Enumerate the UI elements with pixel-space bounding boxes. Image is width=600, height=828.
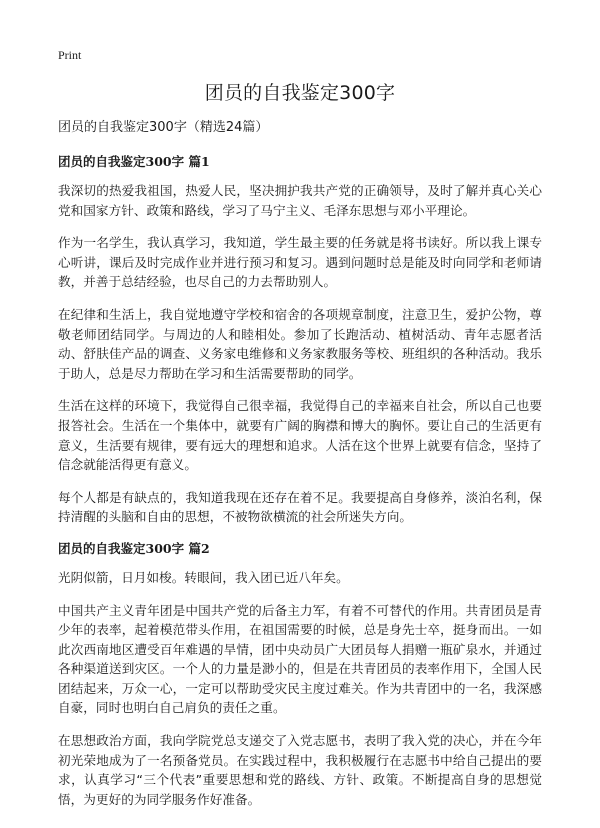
paragraph: 光阴似箭，日月如梭。转眼间，我入团已近八年矣。 [58, 569, 349, 585]
paragraph: 中国共产主义青年团是中国共产党的后备主力军，有着不可替代的作用。共青团员是青少年的表率，起着模范带头作用，在祖国需要的时候，总是身先士卒，挺身而出。一如此次西南地区遭受百年难遇的旱情，团中央动员广大团员每人捐赠一瓶矿泉水，并通过各种渠道送到灾区。一个人的力量是渺小的，但是在共青团员的表率作用下，全国人民团结起来，万众一心，一定可以帮助受灾民主度过难关。作为共青团中的一名，我深感自豪，同时也明白自己肩负的责任之重。 [58, 602, 542, 716]
paragraph: 在纪律和生活上，我自觉地遵守学校和宿舍的各项规章制度，注意卫生，爱护公物，尊敬老师团结同学。与周边的人和睦相处。参加了长跑活动、植树活动、青年志愿者活动、舒肤佳产品的调查、义务家电维修和义务家教服务等校、班组织的各种活动。我乐于助人，总是尽力帮助在学习和生活需要帮助的同学。 [58, 306, 542, 381]
section-heading: 团员的自我鉴定300字 篇1 [58, 154, 210, 169]
document-subtitle: 团员的自我鉴定300字（精选24篇） [58, 120, 269, 135]
section-1 [58, 153, 542, 527]
paragraph: 每个人都是有缺点的，我知道我现在还存在着不足。我要提高自身修养，淡泊名利，保持清醒的头脑和自由的思想，不被物欲横流的社会所迷失方向。 [58, 489, 542, 525]
paragraph: 生活在这样的环境下，我觉得自己很幸福，我觉得自己的幸福来自社会，所以自己也要报答社会。生活在一个集体中，就要有广阔的胸襟和博大的胸怀。要让自己的生活更有意义，生活要有规律，要有远大的理想和追求。人活在这个世界上就要有信念，坚持了信念就能活得更有意义。 [58, 398, 542, 473]
section-2 [58, 540, 542, 810]
paragraph: 我深切的热爱我祖国，热爱人民，坚决拥护我共产党的正确领导，及时了解并真心关心党和国家方针、政策和路线，学习了马宁主义、毛泽东思想与邓小平理论。 [58, 183, 542, 218]
paragraph: 作为一名学生，我认真学习，我知道，学生最主要的任务就是将书读好。所以我上课专心听讲，课后及时完成作业并进行预习和复习。遇到问题时总是能及时向同学和老师请教，并善于总结经验，也尽自己的力去帮助别人。 [58, 235, 542, 290]
page-title: 团员的自我鉴定300字 [204, 82, 396, 104]
print-link[interactable]: Print [58, 48, 82, 62]
paragraph: 在思想政治方面，我向学院党总支递交了入党志愿书，表明了我入党的决心，并在今年初光荣地成为了一名预备党员。在实践过程中，我积极履行在志愿书中给自己提出的要求，认真学习“三个代表”重要思想和党的路线、方针、政策。不断提高自身的思想觉悟，为更好的为同学服务作好准备。 [58, 733, 542, 807]
section-heading: 团员的自我鉴定300字 篇2 [58, 540, 210, 556]
